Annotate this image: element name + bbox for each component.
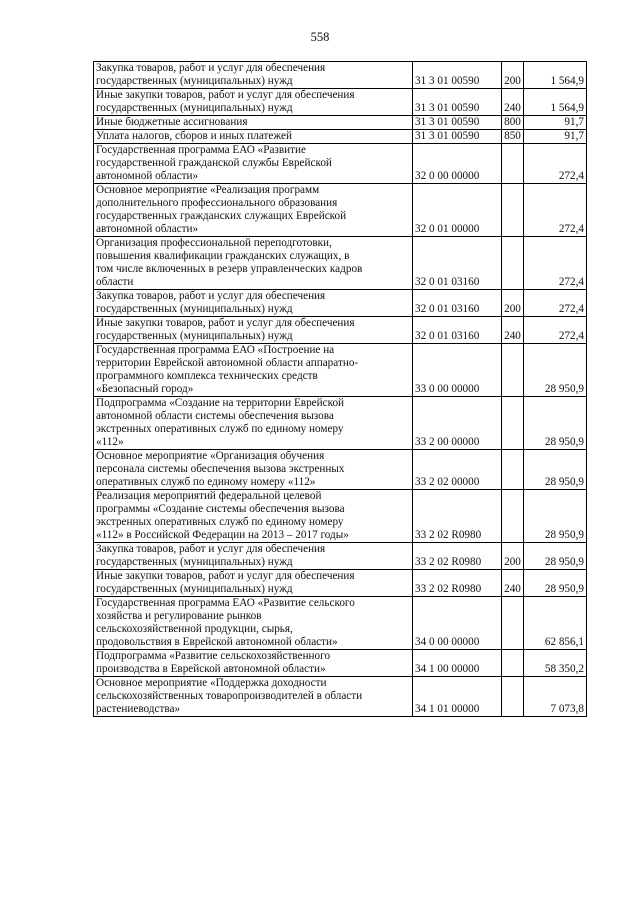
item-name xyxy=(94,490,413,543)
item-name-line: продовольствия в Еврейской автономной области» xyxy=(96,636,338,648)
item-name-line: государственных (муниципальных) нужд xyxy=(96,102,293,114)
target-article-code: 33 0 00 00000 xyxy=(413,344,502,397)
item-name xyxy=(94,344,413,397)
item-name-line: Реализация мероприятий федеральной целевой xyxy=(96,490,322,502)
target-article-code: 32 0 01 00000 xyxy=(413,184,502,237)
amount-value: 272,4 xyxy=(524,237,587,290)
item-name-line: области xyxy=(96,276,134,288)
item-name-line: повышения квалификации гражданских служащих, в xyxy=(96,250,350,262)
target-article-code: 33 2 02 R0980 xyxy=(413,543,502,570)
item-name-line: «Безопасный город» xyxy=(96,383,194,395)
table-row xyxy=(94,317,587,344)
item-name-line: экстренных оперативных служб по единому номеру xyxy=(96,516,344,528)
amount-value: 91,7 xyxy=(524,130,587,144)
item-name-line: государственной гражданской службы Еврейской xyxy=(96,157,332,169)
item-name-line: Иные закупки товаров, работ и услуг для обеспечения xyxy=(96,317,355,329)
table-row xyxy=(94,116,587,130)
amount-value: 28 950,9 xyxy=(524,450,587,490)
amount-value: 7 073,8 xyxy=(524,677,587,717)
table-row xyxy=(94,543,587,570)
target-article-code: 34 0 00 00000 xyxy=(413,597,502,650)
amount-value: 28 950,9 xyxy=(524,397,587,450)
table-row xyxy=(94,290,587,317)
item-name-line: автономной области системы обеспечения вызова xyxy=(96,410,334,422)
item-name-line: сельскохозяйственных товаропроизводителей в области xyxy=(96,690,363,702)
expense-type-code xyxy=(502,184,524,237)
expense-type-code: 200 xyxy=(502,543,524,570)
target-article-code: 33 2 02 00000 xyxy=(413,450,502,490)
target-article-code: 33 2 02 R0980 xyxy=(413,570,502,597)
expense-type-code xyxy=(502,144,524,184)
target-article-code: 31 3 01 00590 xyxy=(413,62,502,89)
item-name-line: Закупка товаров, работ и услуг для обеспечения xyxy=(96,62,326,74)
item-name-line: Основное мероприятие «Реализация программ xyxy=(96,184,320,196)
table-row xyxy=(94,130,587,144)
item-name-line: производства в Еврейской автономной области» xyxy=(96,663,326,675)
item-name-line: Иные закупки товаров, работ и услуг для обеспечения xyxy=(96,89,355,101)
amount-value: 272,4 xyxy=(524,184,587,237)
item-name xyxy=(94,597,413,650)
item-name xyxy=(94,144,413,184)
table-row xyxy=(94,237,587,290)
target-article-code: 32 0 01 03160 xyxy=(413,290,502,317)
expense-type-code: 240 xyxy=(502,89,524,116)
page-number: 558 xyxy=(310,30,330,44)
item-name-line: Закупка товаров, работ и услуг для обеспечения xyxy=(96,290,326,302)
table-row xyxy=(94,144,587,184)
item-name-line: Уплата налогов, сборов и иных платежей xyxy=(96,130,292,142)
item-name xyxy=(94,290,413,317)
target-article-code: 32 0 01 03160 xyxy=(413,317,502,344)
item-name xyxy=(94,397,413,450)
table-row xyxy=(94,184,587,237)
item-name-line: экстренных оперативных служб по единому номеру xyxy=(96,423,344,435)
item-name-line: государственных (муниципальных) нужд xyxy=(96,75,293,87)
item-name xyxy=(94,450,413,490)
target-article-code: 31 3 01 00590 xyxy=(413,130,502,144)
table-row xyxy=(94,450,587,490)
item-name-line: программного комплекса технических средств xyxy=(96,370,318,382)
table-row xyxy=(94,650,587,677)
table-row xyxy=(94,397,587,450)
table-row xyxy=(94,570,587,597)
item-name-line: государственных (муниципальных) нужд xyxy=(96,583,293,595)
item-name-line: хозяйства и регулирование рынков xyxy=(96,610,262,622)
expense-type-code: 200 xyxy=(502,290,524,317)
item-name-line: Закупка товаров, работ и услуг для обеспечения xyxy=(96,543,326,555)
item-name-line: программы «Создание системы обеспечения вызова xyxy=(96,503,345,515)
item-name-line: «112» xyxy=(96,436,124,448)
expense-type-code: 800 xyxy=(502,116,524,130)
item-name xyxy=(94,184,413,237)
amount-value: 58 350,2 xyxy=(524,650,587,677)
expense-type-code xyxy=(502,597,524,650)
expense-type-code: 240 xyxy=(502,570,524,597)
expense-type-code xyxy=(502,490,524,543)
amount-value: 28 950,9 xyxy=(524,490,587,543)
item-name-line: Подпрограмма «Создание на территории Еврейской xyxy=(96,397,345,409)
item-name-line: Государственная программа ЕАО «Построение на xyxy=(96,344,335,356)
item-name xyxy=(94,650,413,677)
item-name-line: Государственная программа ЕАО «Развитие сельского xyxy=(96,597,355,609)
target-article-code: 33 2 00 00000 xyxy=(413,397,502,450)
expense-type-code: 850 xyxy=(502,130,524,144)
item-name-line: дополнительного профессионального образования xyxy=(96,197,338,209)
amount-value: 272,4 xyxy=(524,317,587,344)
item-name-line: растениеводства» xyxy=(96,703,181,715)
amount-value: 28 950,9 xyxy=(524,543,587,570)
item-name-line: Иные закупки товаров, работ и услуг для обеспечения xyxy=(96,570,355,582)
item-name xyxy=(94,677,413,717)
item-name-line: Государственная программа ЕАО «Развитие xyxy=(96,144,306,156)
budget-table-body xyxy=(94,62,587,717)
expense-type-code: 240 xyxy=(502,317,524,344)
amount-value: 91,7 xyxy=(524,116,587,130)
target-article-code: 32 0 01 03160 xyxy=(413,237,502,290)
target-article-code: 31 3 01 00590 xyxy=(413,116,502,130)
expense-type-code xyxy=(502,237,524,290)
item-name-line: оперативных служб по единому номеру «112» xyxy=(96,476,316,488)
table-row xyxy=(94,597,587,650)
expense-type-code xyxy=(502,397,524,450)
item-name-line: том числе включенных в резерв управленческих кадров xyxy=(96,263,363,275)
expense-type-code xyxy=(502,344,524,397)
item-name-line: «112» в Российской Федерации на 2013 – 2017 годы» xyxy=(96,529,349,541)
item-name xyxy=(94,130,413,144)
item-name-line: автономной области» xyxy=(96,223,199,235)
table-row xyxy=(94,344,587,397)
item-name-line: Подпрограмма «Развитие сельскохозяйственного xyxy=(96,650,331,662)
item-name-line: государственных (муниципальных) нужд xyxy=(96,330,293,342)
amount-value: 1 564,9 xyxy=(524,62,587,89)
target-article-code: 31 3 01 00590 xyxy=(413,89,502,116)
item-name xyxy=(94,89,413,116)
table-row xyxy=(94,89,587,116)
expense-type-code: 200 xyxy=(502,62,524,89)
item-name xyxy=(94,543,413,570)
amount-value: 1 564,9 xyxy=(524,89,587,116)
item-name-line: Основное мероприятие «Поддержка доходности xyxy=(96,677,327,689)
table-row xyxy=(94,62,587,89)
target-article-code: 34 1 01 00000 xyxy=(413,677,502,717)
item-name xyxy=(94,570,413,597)
amount-value: 28 950,9 xyxy=(524,570,587,597)
item-name-line: государственных (муниципальных) нужд xyxy=(96,556,293,568)
item-name-line: государственных (муниципальных) нужд xyxy=(96,303,293,315)
item-name-line: территории Еврейской автономной области аппаратно- xyxy=(96,357,359,369)
item-name xyxy=(94,116,413,130)
target-article-code: 32 0 00 00000 xyxy=(413,144,502,184)
amount-value: 272,4 xyxy=(524,144,587,184)
amount-value: 28 950,9 xyxy=(524,344,587,397)
budget-table xyxy=(93,61,587,717)
expense-type-code xyxy=(502,650,524,677)
item-name-line: Иные бюджетные ассигнования xyxy=(96,116,248,128)
expense-type-code xyxy=(502,450,524,490)
amount-value: 272,4 xyxy=(524,290,587,317)
expense-type-code xyxy=(502,677,524,717)
item-name-line: государственных гражданских служащих Еврейской xyxy=(96,210,347,222)
amount-value: 62 856,1 xyxy=(524,597,587,650)
target-article-code: 34 1 00 00000 xyxy=(413,650,502,677)
item-name xyxy=(94,237,413,290)
table-row xyxy=(94,677,587,717)
item-name xyxy=(94,317,413,344)
item-name xyxy=(94,62,413,89)
table-row xyxy=(94,490,587,543)
item-name-line: Основное мероприятие «Организация обучения xyxy=(96,450,325,462)
target-article-code: 33 2 02 R0980 xyxy=(413,490,502,543)
item-name-line: Организация профессиональной переподготовки, xyxy=(96,237,332,249)
item-name-line: сельскохозяйственной продукции, сырья, xyxy=(96,623,293,635)
item-name-line: персонала системы обеспечения вызова экстренных xyxy=(96,463,345,475)
item-name-line: автономной области» xyxy=(96,170,199,182)
